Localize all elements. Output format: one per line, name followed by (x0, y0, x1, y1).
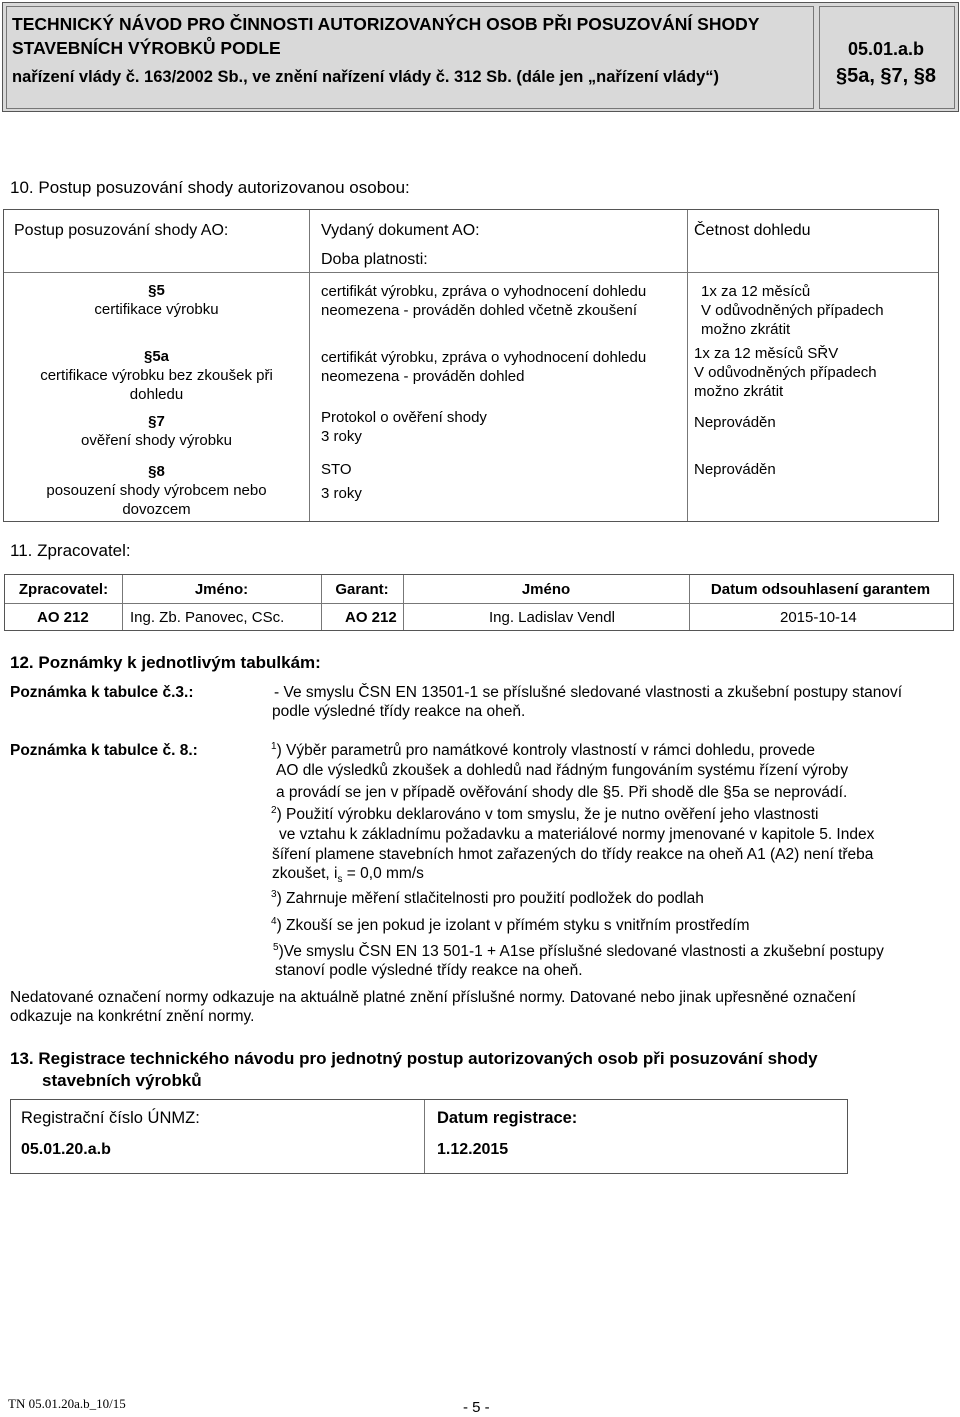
note-table-3-label: Poznámka k tabulce č.3.: (10, 684, 194, 701)
header-code-box (819, 6, 955, 109)
col-header-procedure: Postup posuzování shody AO: (14, 222, 229, 239)
paragraph-ref: §5 (148, 282, 165, 299)
footnote-1: AO dle výsledků zkoušek a dohledů nad řádným fungováním systému řízení výroby (276, 762, 849, 779)
footnote-5: $^5$)Ve smyslu ČSN EN 13 501-1 + A1se příslušné sledované vlastnosti a zkušební postupy (273, 941, 884, 960)
general-note: Nedatované označení normy odkazuje na aktuálně platné znění příslušné normy. Datované nebo jinak upřesněné označení (10, 989, 856, 1006)
footnote-2: $^2$) Použití výrobku deklarováno v tom smyslu, že je nutno ověření jeho vlastnosti (271, 804, 819, 823)
document-header (2, 2, 959, 112)
footnote-1: $^1$) Výběr parametrů pro namátkové kontroly vlastností v rámci dohledu, provede (271, 740, 816, 759)
procedure-table (3, 209, 939, 522)
header-regulation: nařízení vlády č. 163/2002 Sb., ve znění nařízení vlády č. 312 Sb. (dále jen „nařízení vlády“) (12, 68, 720, 86)
paragraph-ref: §5a (143, 348, 170, 365)
guarantor-value: AO 212 (345, 609, 397, 626)
approval-date-value: 2015-10-14 (780, 609, 857, 626)
header-name: Jméno: (194, 581, 249, 598)
header-guarantor: Garant: (335, 581, 389, 598)
supervision-frequency: 1x za 12 měsíců V odůvodněných případech možno zkrátit (701, 283, 884, 338)
procedure-name: certifikace výrobku bez zkoušek při (40, 367, 273, 384)
processor-name-value: Ing. Zb. Panovec, CSc. (130, 609, 285, 626)
col-header-validity: Doba platnosti: (321, 251, 428, 268)
procedure-name: certifikace výrobku (94, 301, 219, 318)
header-title: TECHNICKÝ NÁVOD PRO ČINNOSTI AUTORIZOVANÝCH OSOB PŘI POSUZOVÁNÍ SHODY STAVEBNÍCH VÝROBKŮ PODLE (12, 14, 760, 58)
table-row (4, 462, 309, 519)
section-12-title: 12. Poznámky k jednotlivým tabulkám: (10, 653, 321, 672)
supervision-frequency: Neprováděn (694, 461, 776, 478)
section-13-title: 13. Registrace technického návodu pro jednotný postup autorizovaných osob při posuzování shody stavebních výrobků (10, 1049, 818, 1090)
header-code: 05.01.a.b (847, 39, 925, 59)
note-table-8-label: Poznámka k tabulce č. 8.: (10, 742, 198, 759)
section-11-title: 11. Zpracovatel: (10, 541, 131, 560)
header-approval-date: Datum odsouhlasení garantem (710, 581, 931, 598)
issued-document: certifikát výrobku, zpráva o vyhodnocení dohledu neomezena - prováděn dohled včetně zkoušení (321, 283, 647, 319)
footnote-4: $^4$) Zkouší se jen pokud je izolant v přímém styku s vnitřním prostředím (271, 915, 750, 934)
footnote-5: stanoví podle výsledné třídy reakce na oheň. (275, 962, 583, 979)
supervision-frequency: Neprováděn (694, 414, 776, 431)
issued-document: STO 3 roky (321, 461, 362, 502)
note-table-3-text: podle výsledné třídy reakce na oheň. (272, 703, 526, 720)
col-header-document: Vydaný dokument AO: (321, 222, 480, 239)
table-row (4, 412, 309, 450)
header-guarantor-name: Jméno (521, 581, 571, 598)
issued-document: certifikát výrobku, zpráva o vyhodnocení dohledu neomezena - prováděn dohled (321, 349, 647, 385)
procedure-name: ověření shody výrobku (81, 432, 232, 449)
paragraph-ref: §7 (148, 413, 165, 430)
procedure-name: dovozcem (122, 501, 191, 518)
procedure-name: posouzení shody výrobcem nebo (46, 482, 267, 499)
header-sections: §5a, §7, §8 (835, 65, 937, 87)
table-row (4, 347, 309, 404)
footer-doc-id: TN 05.01.20a.b_10/15 (8, 1396, 126, 1411)
registration-number-label: Registrační číslo ÚNMZ: (21, 1109, 200, 1127)
col-header-frequency: Četnost dohledu (694, 222, 811, 239)
registration-date-value: 1.12.2015 (437, 1141, 509, 1158)
table-row (4, 281, 309, 319)
footnote-3: $^3$) Zahrnuje měření stlačitelnosti pro použití podložek do podlah (271, 888, 704, 907)
footnote-2: šíření plamene stavebních hmot zařazených do třídy reakce na oheň A1 (A2) není třeba (272, 846, 874, 863)
note-table-3-text: - Ve smyslu ČSN EN 13501-1 se příslušné sledované vlastnosti a zkušební postupy stanoví (274, 684, 903, 701)
procedure-name: dohledu (129, 386, 184, 403)
issued-document: Protokol o ověření shody 3 roky (321, 409, 487, 445)
registration-date-label: Datum registrace: (437, 1109, 578, 1127)
processor-value: AO 212 (37, 609, 89, 626)
general-note: odkazuje na konkrétní znění normy. (10, 1008, 255, 1025)
footnote-2: ve vztahu k základnímu požadavku a materiálové normy jmenované v kapitole 5. Index (279, 826, 875, 843)
footnote-2: zkoušet, $i_s = 0,0$ mm/s (272, 865, 424, 886)
processor-table (4, 574, 954, 631)
supervision-frequency: 1x za 12 měsíců SŘV V odůvodněných případech možno zkrátit (694, 345, 877, 400)
page-number: - 5 - (463, 1399, 490, 1416)
header-title-box (6, 6, 814, 109)
header-processor: Zpracovatel: (18, 581, 109, 598)
registration-table (10, 1099, 848, 1174)
footnote-1: a provádí se jen v případě ověřování shody dle §5. Při shodě dle §5a se neprovádí. (276, 784, 848, 801)
paragraph-ref: §8 (148, 463, 165, 480)
registration-number-value: 05.01.20.a.b (21, 1141, 111, 1158)
guarantor-name-value: Ing. Ladislav Vendl (489, 609, 615, 626)
section-10-title: 10. Postup posuzování shody autorizovanou osobou: (10, 178, 410, 197)
